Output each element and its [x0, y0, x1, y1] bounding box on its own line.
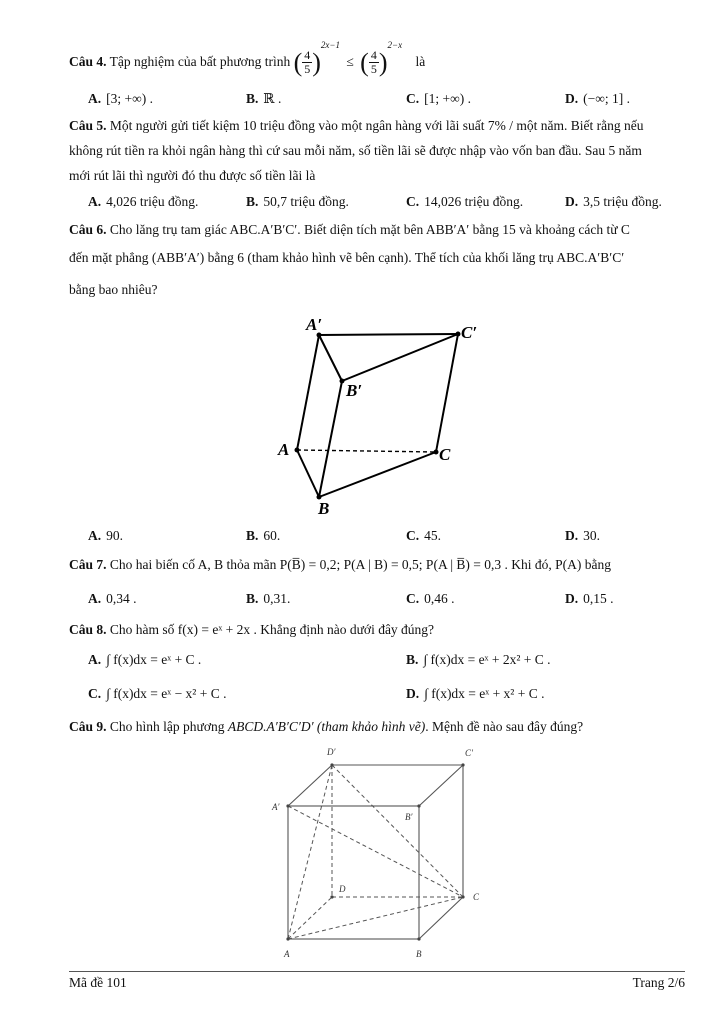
q5-line1: Câu 5. Một người gửi tiết kiệm 10 triệu đồng vào một ngân hàng với lãi suất 7% / một năm. Biết rằng nếu: [69, 118, 644, 133]
q6-option-a[interactable]: A. 90.: [88, 528, 123, 543]
edge-a1c1: [319, 334, 458, 335]
page-footer: [69, 971, 685, 991]
q8-option-d[interactable]: D. ∫ f(x)dx = eˣ + x² + C .: [406, 686, 545, 701]
q6-option-c[interactable]: C. 45.: [406, 528, 441, 543]
cube-label-a-prime: A′: [272, 802, 280, 812]
q4-fraction-right: $\frac{4}{5}$: [370, 48, 377, 77]
q4-exp-left: 2x−1: [320, 40, 340, 50]
q6-option-b[interactable]: B. 60.: [246, 528, 281, 543]
q4-relation: ≤: [346, 54, 354, 69]
q7-option-b[interactable]: B. 0,31.: [246, 591, 291, 606]
label-b-prime: B′: [346, 381, 363, 400]
q8-option-b[interactable]: B. ∫ f(x)dx = eˣ + 2x² + C .: [406, 652, 551, 667]
q4-exp-right: 2−x: [387, 40, 403, 50]
cube-label-d: D: [339, 884, 346, 894]
label-c: C: [439, 445, 451, 464]
q4-text-after: là: [415, 54, 426, 69]
q4-text: Tập nghiệm của bất phương trình: [109, 54, 291, 69]
q7-option-a[interactable]: A. 0,34 .: [88, 591, 137, 606]
label-c-prime: C′: [461, 323, 478, 342]
q7-stem: Câu 7. Cho hai biến cố A, B thỏa mãn P(B̅) = 0,2; P(A | B) = 0,5; P(A | B̅) = 0,3 . Khi đó, P(A) bằng: [69, 557, 611, 572]
q5-option-d[interactable]: D. 3,5 triệu đồng.: [565, 194, 662, 209]
q5-option-b[interactable]: B. 50,7 triệu đồng.: [246, 194, 349, 209]
exam-code: Mã đề 101: [69, 975, 127, 990]
q4-fraction-left: $\frac{4}{5}$: [304, 48, 311, 77]
cube-label-d-prime: D′: [327, 747, 336, 757]
cube-label-b: B: [416, 949, 422, 959]
q4-option-b[interactable]: B. ℝ .: [246, 91, 282, 106]
q4-option-d[interactable]: D. (−∞; 1] .: [565, 91, 630, 106]
label-b: B: [318, 499, 330, 518]
label-a: A: [278, 440, 290, 459]
cube-label-b-prime: B′: [405, 812, 413, 822]
label-a-prime: A′: [306, 315, 323, 334]
q5-option-a[interactable]: A. 4,026 triệu đồng.: [88, 194, 199, 209]
page-number: Trang 2/6: [632, 975, 685, 990]
q8-option-a[interactable]: A. ∫ f(x)dx = eˣ + C .: [88, 652, 202, 667]
q4-stem: Câu 4. Tập nghiệm của bất phương trình ( $\frac{4}{5}$ )$^{2x-1}$ ≤ ( $\frac{4}{5}$ )$^{2-x}$ là: [69, 40, 426, 77]
q4-option-c[interactable]: C. [1; +∞) .: [406, 91, 471, 106]
q4-option-a[interactable]: A. [3; +∞) .: [88, 91, 153, 106]
q5-option-c[interactable]: C. 14,026 triệu đồng.: [406, 194, 524, 209]
q8-option-c[interactable]: C. ∫ f(x)dx = eˣ − x² + C .: [88, 686, 227, 701]
cube-label-c-prime: C′: [465, 748, 473, 758]
q9-cube-figure: [255, 740, 495, 965]
q9-stem: Câu 9. Cho hình lập phương ABCD.A′B′C′D′ (tham khảo hình vẽ). Mệnh đề nào sau đây đúng?: [69, 719, 584, 734]
cube-label-c: C: [473, 892, 480, 902]
q6-line1: Câu 6. Cho lăng trụ tam giác ABC.A′B′C′. Biết diện tích mặt bên ABB′A′ bằng 15 và khoảng cách từ C: [69, 222, 630, 237]
q7-option-c[interactable]: C. 0,46 .: [406, 591, 455, 606]
q6-option-d[interactable]: D. 30.: [565, 528, 600, 543]
q5-line2: không rút tiền ra khỏi ngân hàng thì cứ sau mỗi năm, số tiền lãi sẽ được nhập vào vốn ban đầu. Sau 5 năm: [69, 143, 642, 158]
q6-line2: đến mặt phẳng (ABB′A′) bằng 6 (tham khảo hình vẽ bên cạnh). Thể tích của khối lăng trụ ABC.A′B′C′: [69, 250, 625, 265]
q6-line3: bằng bao nhiêu?: [69, 282, 158, 297]
q6-prism-figure: [270, 308, 490, 523]
q5-line3: mới rút lãi thì người đó thu được số tiền lãi là: [69, 168, 316, 183]
cube-label-a: A: [284, 949, 290, 959]
q7-option-d[interactable]: D. 0,15 .: [565, 591, 614, 606]
q8-stem: Câu 8. Cho hàm số f(x) = eˣ + 2x . Khẳng định nào dưới đây đúng?: [69, 622, 435, 637]
q4-label: Câu 4.: [69, 54, 107, 69]
